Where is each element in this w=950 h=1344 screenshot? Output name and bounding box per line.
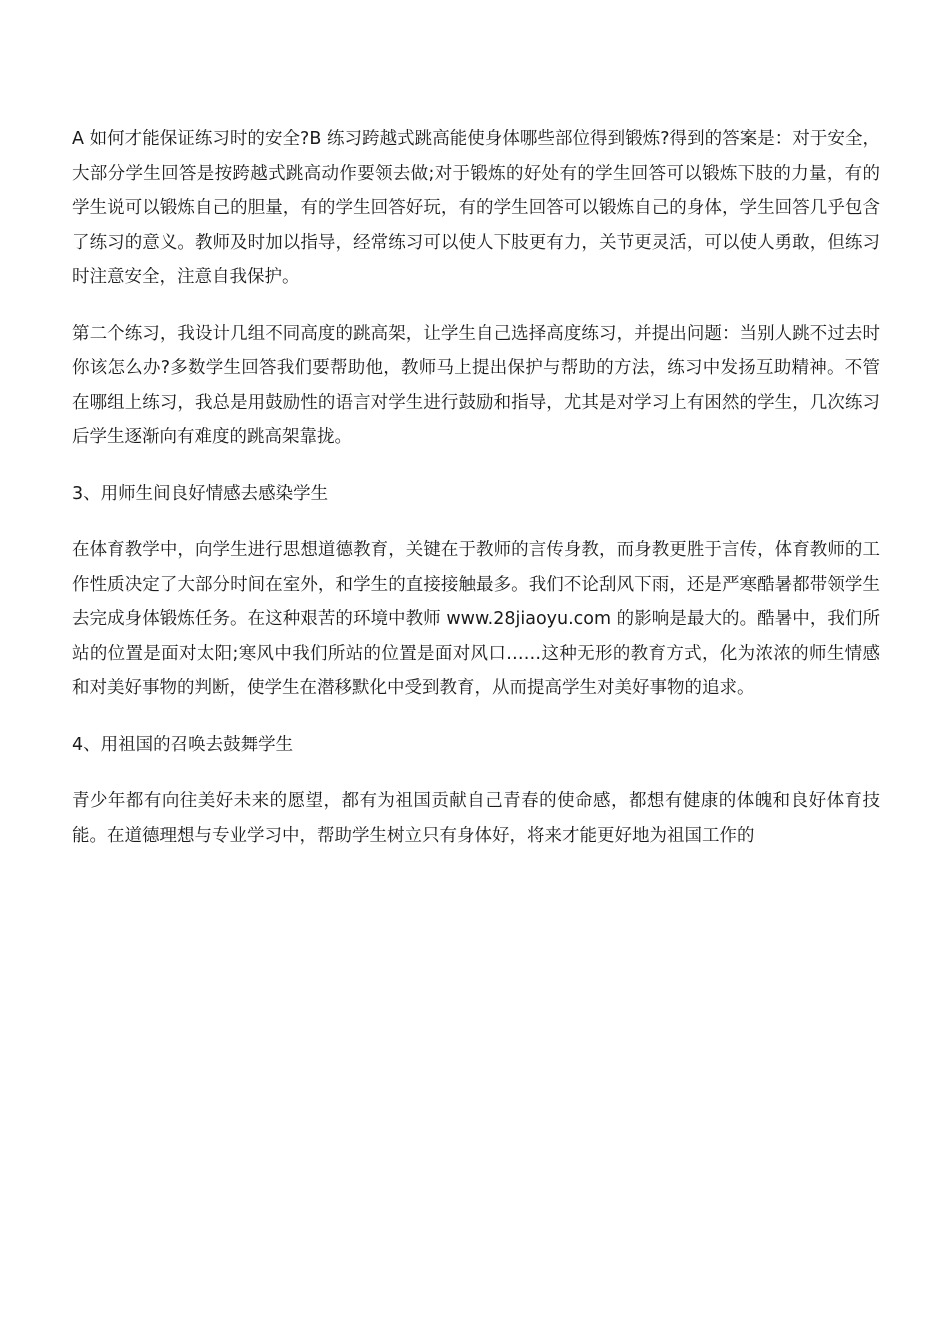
paragraph-youth-aspirations: 青少年都有向往美好未来的愿望，都有为祖国贡献自己青春的使命感，都想有健康的体魄和良好体育技能。在道德理想与专业学习中，帮助学生树立只有身体好，将来才能更好地为祖国工作的 — [72, 791, 880, 846]
paragraph-second-exercise: 第二个练习，我设计几组不同高度的跳高架，让学生自己选择高度练习，并提出问题：当别人跳不过去时你该怎么办?多数学生回答我们要帮助他，教师马上提出保护与帮助的方法，练习中发扬互助精神。不管在哪组上练习，我总是用鼓励性的语言对学生进行鼓励和指导，尤其是对学习上有困然的学生，几次练习后学生逐渐向有难度的跳高架靠拢。 — [72, 323, 880, 447]
paragraph-teacher-example: 在体育教学中，向学生进行思想道德教育，关键在于教师的言传身教，而身教更胜于言传，体育教师的工作性质决定了大部分时间在室外，和学生的直接接触最多。我们不论刮风下雨，还是严寒酷暑都带领学生去完成身体锻炼任务。在这种艰苦的环境中教师 www.28jiaoyu.com 的影响是最大的。酷暑中，我们所站的位置是面对太阳;寒风中我们所站的位置是面对风口……这种无形的教育方式，化为浓浓的师生情感和对美好事物的判断，使学生在潜移默化中受到教育，从而提高学生对美好事物的追求。 — [72, 540, 880, 698]
paragraph-safety-answers: A 如何才能保证练习时的安全?B 练习跨越式跳高能使身体哪些部位得到锻炼?得到的答案是：对于安全，大部分学生回答是按跨越式跳高动作要领去做;对于锻炼的好处有的学生回答可以锻炼下肢的力量，有的学生说可以锻炼自己的胆量，有的学生回答好玩，有的学生回答可以锻炼自己的身体，学生回答几乎包含了练习的意义。教师及时加以指导，经常练习可以使人下肢更有力，关节更灵活，可以使人勇敢，但练习时注意安全，注意自我保护。 — [72, 129, 880, 287]
section-heading-3: 3、用师生间良好情感去感染学生 — [72, 483, 329, 504]
document-body — [72, 122, 880, 875]
section-heading-4: 4、用祖国的召唤去鼓舞学生 — [72, 734, 294, 755]
